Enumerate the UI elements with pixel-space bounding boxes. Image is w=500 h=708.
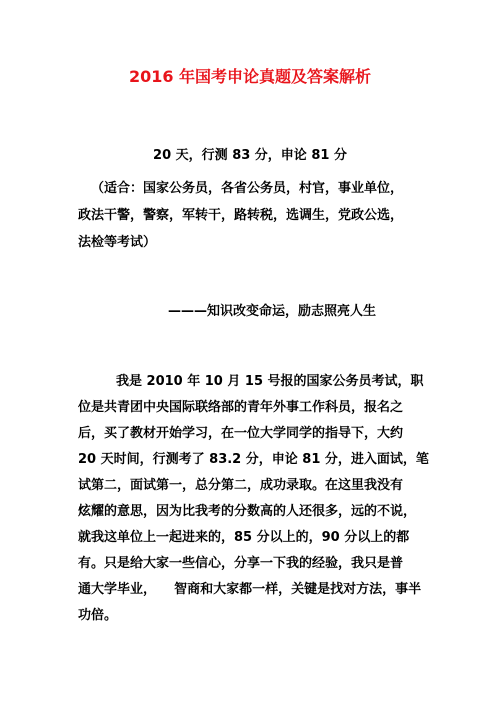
body-line-9: 通大学毕业， 智商和大家都一样，关键是找对方法，事半 <box>78 582 422 597</box>
body-line-5: 试第二，面试第一，总分第二，成功录取。在这里我没有 <box>78 478 404 493</box>
suitable-line-2: 政法干警，警察，军转干，路转税，选调生，党政公选， <box>78 208 404 223</box>
suitable-line-1: （适合：国家公务员，各省公务员，村官，事业单位， <box>91 181 404 196</box>
body-line-2: 位是共青团中央国际联络部的青年外事工作科员，报名之 <box>78 400 404 415</box>
body-line-6: 炫耀的意思，因为比我考的分数高的人还很多，远的不说， <box>78 504 417 519</box>
body-line-8: 有。只是给大家一些信心，分享一下我的经验，我只是普 <box>78 556 404 571</box>
document-title: 2016 年国考申论真题及答案解析 <box>128 67 372 86</box>
motto: ———知识改变命运，励志照亮人生 <box>168 304 377 319</box>
body-line-10: 功倍。 <box>78 608 118 623</box>
suitable-line-3: 法检等考试） <box>78 235 157 250</box>
body-line-7: 就我这单位上一起进来的，85 分以上的，90 分以上的都 <box>78 530 410 545</box>
document-subtitle: 20 天，行测 83 分，申论 81 分 <box>153 148 347 163</box>
body-line-4: 20 天时间，行测考了 83.2 分，申论 81 分，进入面试，笔 <box>78 452 429 467</box>
body-line-1: 我是 2010 年 10 月 15 号报的国家公务员考试，职 <box>116 374 424 389</box>
body-line-3: 后，买了教材开始学习，在一位大学同学的指导下，大约 <box>78 426 404 441</box>
